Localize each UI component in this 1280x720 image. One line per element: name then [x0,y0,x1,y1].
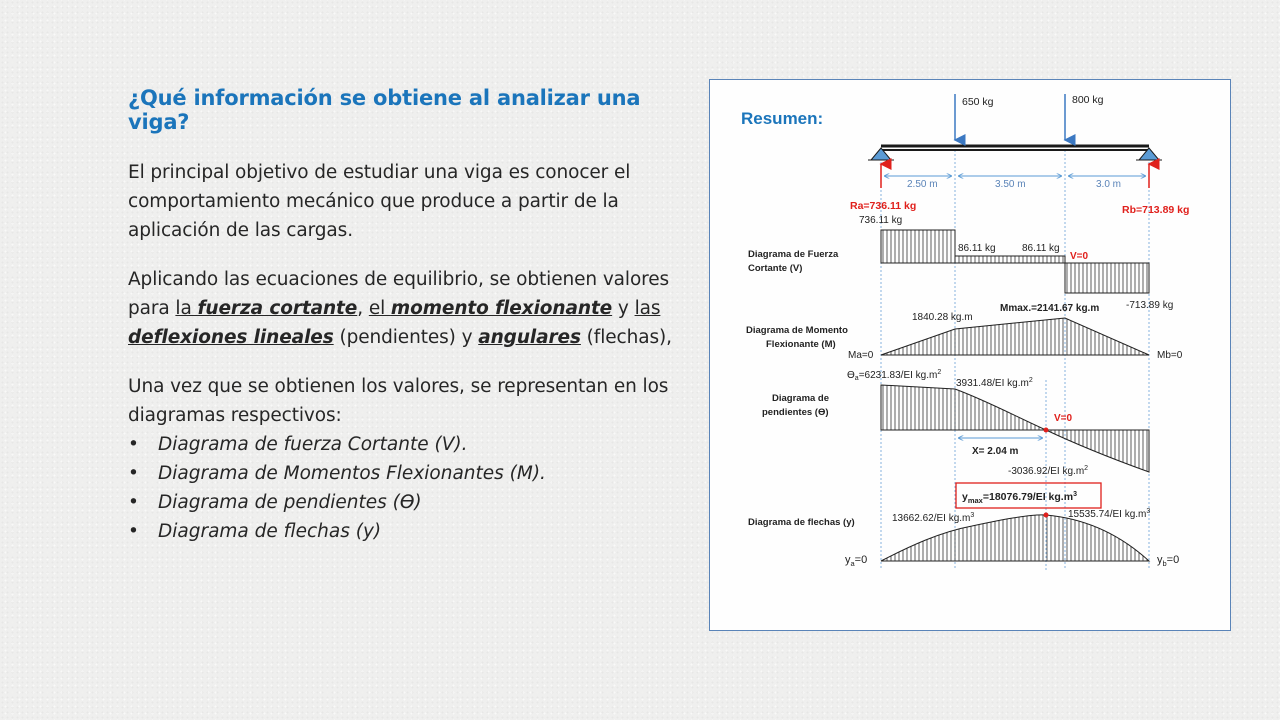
shear-diagram [881,230,1149,293]
guide-lines [881,150,1149,570]
sup-3: 3 [970,512,975,519]
yb-sym: y [1157,554,1163,566]
ymax-label [962,491,1077,505]
intro-paragraph: El principal objetivo de estudiar una viga es conocer el comportamiento mecánico que produce a partir de la aplicación de las cargas. [128,162,631,241]
slope-label-line2: pendientes (Ɵ) [762,407,829,418]
ymax-sym: y [962,491,968,503]
list-item: • Diagrama de pendientes (Ɵ) [128,488,688,517]
ymax-point [1044,513,1049,518]
yb-val: =0 [1166,554,1180,566]
span-2-label: 3.50 m [995,179,1026,190]
shear-v-left: 736.11 kg [859,215,903,226]
deflection-y1 [892,512,974,524]
term-angulares [478,327,581,348]
sup-2: 2 [1028,377,1033,384]
slope-theta-b-val: -3036.92/EI kg.m [1008,466,1085,477]
list-item: • Diagrama de flechas (y) [128,517,688,546]
moment-mb: Mb=0 [1157,350,1183,361]
moment-label-line1: Diagrama de Momento [746,325,848,336]
deflection-label: Diagrama de flechas (y) [748,517,855,528]
sup-3: 3 [1073,491,1077,498]
p2-la: la [175,298,198,319]
sup-3: 3 [1146,508,1151,515]
slope-theta-a [847,369,941,382]
load-2-label: 800 kg [1072,94,1104,106]
p2-intro: Aplicando las ecuaciones de equilibrio, se obtienen valores para [128,269,670,319]
slope-zero-label: V=0 [1054,413,1073,424]
shear-label-line1: Diagrama de Fuerza [748,249,839,260]
moment-label-line2: Flexionante (M) [766,339,836,350]
shear-label-line2: Cortante (V) [748,263,803,274]
term-fuerza-cortante [175,298,357,319]
p2-term2: momento flexionante [390,298,613,319]
p2-term1: fuerza cortante [197,298,358,319]
beam [868,146,1162,160]
load-1-label: 650 kg [962,96,994,108]
text-column [128,86,688,546]
deflection-y2 [1068,508,1150,520]
p2-sep2: y [612,298,635,319]
slope-x-label: X= 2.04 m [972,446,1019,457]
slope-theta-a-sub: a [854,375,859,382]
shear-v-mid2: 86.11 kg [1022,243,1060,254]
p2-term4: angulares [478,327,581,348]
reaction-a-label: Ra=736.11 kg [850,200,917,212]
slope-theta-1 [956,377,1033,389]
moment-diagram [881,318,1149,355]
deflection-y2-val: 15535.74/EI kg.m [1068,509,1147,520]
shear-v-mid1: 86.11 kg [958,243,996,254]
beam-diagrams-svg [710,80,1230,630]
sup-2: 2 [937,369,942,376]
slope-theta-1-val: 3931.48/EI kg.m [956,378,1029,389]
deflection-y1-val: 13662.62/EI kg.m [892,513,971,524]
equilibrium-paragraph [128,265,688,352]
slope-theta-a-val: =6231.83/EI kg.m [858,370,938,381]
ymax-sub: max [967,496,983,505]
sup-2: 2 [1084,465,1089,472]
span-1-label: 2.50 m [907,179,938,190]
list-item: • Diagrama de fuerza Cortante (V). [128,430,688,459]
moment-max [1000,303,1099,314]
slope-diagram [881,385,1149,472]
ymax-val: =18076.79/EI kg.m [982,491,1074,503]
slope-label-line1: Diagrama de [772,393,830,404]
moment-ma: Ma=0 [848,350,874,361]
ya-val: =0 [854,554,868,566]
diagram-list [128,430,688,546]
slide-heading: ¿Qué información se obtiene al analizar una viga? [128,86,641,134]
shear-v-right: -713.89 kg [1126,300,1174,311]
ya-sub: a [850,559,855,568]
p2-sep1: , [357,298,369,319]
deflection-yb [1157,554,1179,568]
diagrams-paragraph: Una vez que se obtienen los valores, se representan en los diagramas respectivos: [128,376,669,426]
slope-theta-b [1008,465,1088,477]
term-momento-flexionante [369,298,612,319]
figure-title: Resumen: [741,109,824,128]
p2-el: el [368,298,391,319]
yb-sub: b [1162,559,1167,568]
reaction-b-label: Rb=713.89 kg [1122,204,1190,216]
slope-theta-a-sym: Ɵ [847,370,855,381]
p2-end: (flechas), [580,327,672,348]
p2-middle: (pendientes) y [333,327,479,348]
deflection-ya [845,554,867,568]
ya-sym: y [845,554,851,566]
list-item: • Diagrama de Momentos Flexionantes (M). [128,459,688,488]
beam-summary-figure [709,79,1231,631]
p2-term3: deflexiones lineales [128,327,334,348]
moment-m1: 1840.28 kg.m [912,312,973,323]
p2-las: las [634,298,661,319]
span-3-label: 3.0 m [1096,179,1122,190]
shear-zero-label: V=0 [1070,251,1089,262]
moment-max-text: Mmax.=2141.67 kg.m [1000,303,1100,314]
